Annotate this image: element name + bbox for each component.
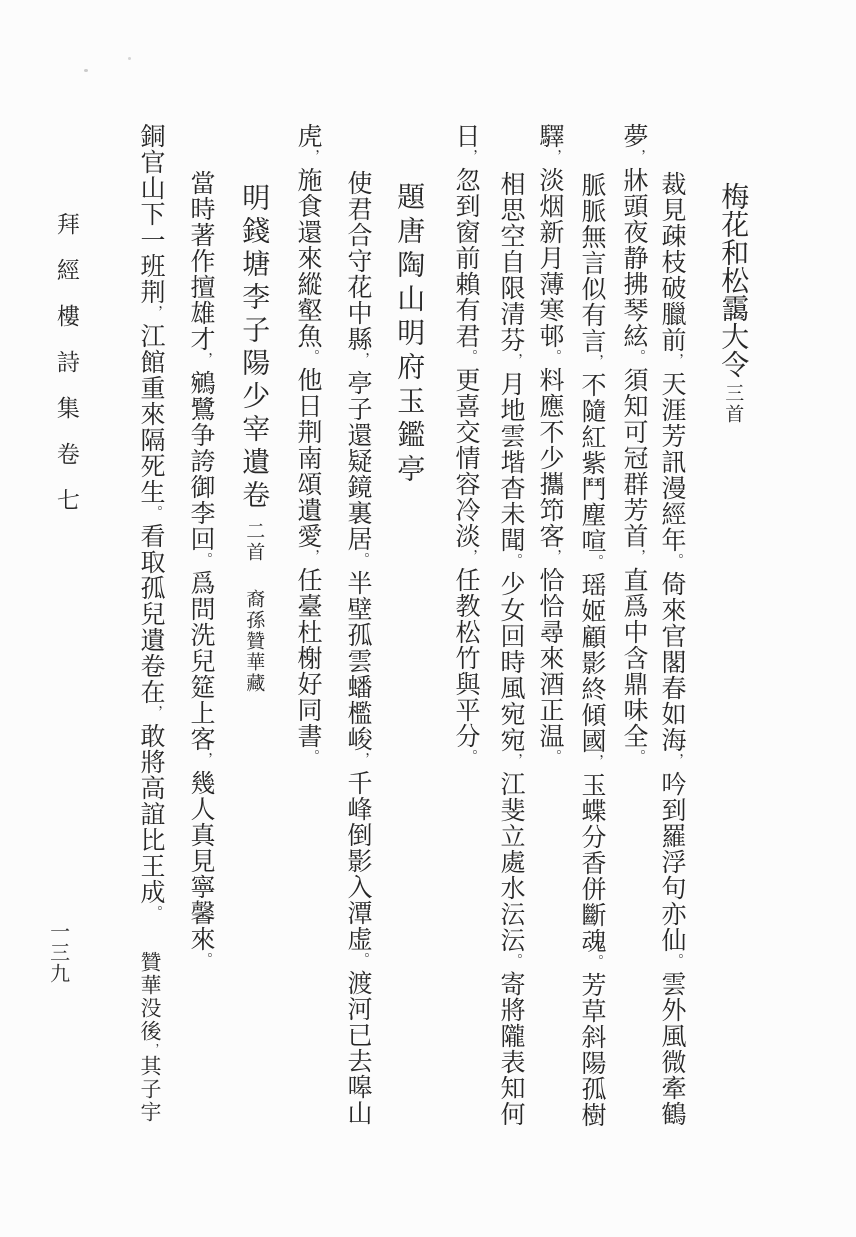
scan-speck: [84, 69, 88, 72]
scan-speck: [128, 57, 131, 60]
poem-5-column-1: 當時著作擅雄才，鵷鷺争誇御李回。爲問洗兒筵上客，幾人真見寧馨來。: [187, 170, 214, 966]
poem-4-column-1: 使君合守花中縣，亭子還疑鏡裏居。半壁孤雲蟠檻峻，千峰倒影入潭虚。渡河已去嗥山: [344, 170, 371, 1126]
poem-4-column-2: 虎，施食還來縱壑魚。他日荆南頌遺愛，任臺杜榭好同書。: [294, 123, 321, 763]
poem-title-1-count: 三首: [722, 383, 744, 425]
page-number: 一三九: [46, 921, 69, 984]
poem-2-column-2: 驛，淡烟新月薄寒邨。料應不少攜笻客，恰恰尋來酒正温。: [536, 123, 563, 763]
poem-title-2: [393, 182, 423, 488]
poem-5-column-2: [137, 123, 164, 1124]
poem-1-column-2: 夢，牀頭夜静拂琴絃。須知可冠群芳首，直爲中含鼎味全。: [620, 123, 647, 763]
poem-title-1: [717, 182, 747, 425]
poem-title-1-text: 梅花和松靄大令: [717, 182, 749, 378]
poem-title-3-annotation: 裔孫贊華藏: [243, 589, 265, 694]
poem-2-column-1: 脈脈無言似有言，不隨紅紫鬥塵喧。瑶姬顧影終傾國，玉蝶分香併斷魂。芳草斜陽孤樹: [578, 172, 605, 1128]
poem-title-3-count: 二首: [243, 521, 265, 563]
poem-5-column-2-text: 銅官山下一班荆，江館重來隔死生。看取孤兒遺卷在，敢將高誼比王成。: [137, 123, 164, 919]
poem-1-column-1: 裁見疎枝破臘前，天涯芳訊漫經年。倚來官閣春如海，吟到羅浮句亦仙。雲外風微牽鶴: [658, 171, 685, 1127]
poem-title-3-text: 明錢塘李子陽少宰遺卷: [238, 183, 270, 513]
poem-3-column-2: 日，忽到窗前賴有君。更喜交情容冷淡，任教松竹與平分。: [452, 123, 479, 763]
running-book-title: 拜經樓詩集卷七: [53, 212, 79, 534]
poem-3-column-1: 相思空自限清芬，月地雲堦杳未聞。少女回時風宛宛，江斐立處水沄沄。寄將隴表知何: [497, 171, 524, 1127]
poem-title-3: [238, 183, 268, 694]
poem-title-2-text: 題唐陶山明府玉鑑亭: [393, 182, 425, 488]
poem-5-column-2-annotation: 贊華没後，其子宇: [138, 951, 162, 1124]
